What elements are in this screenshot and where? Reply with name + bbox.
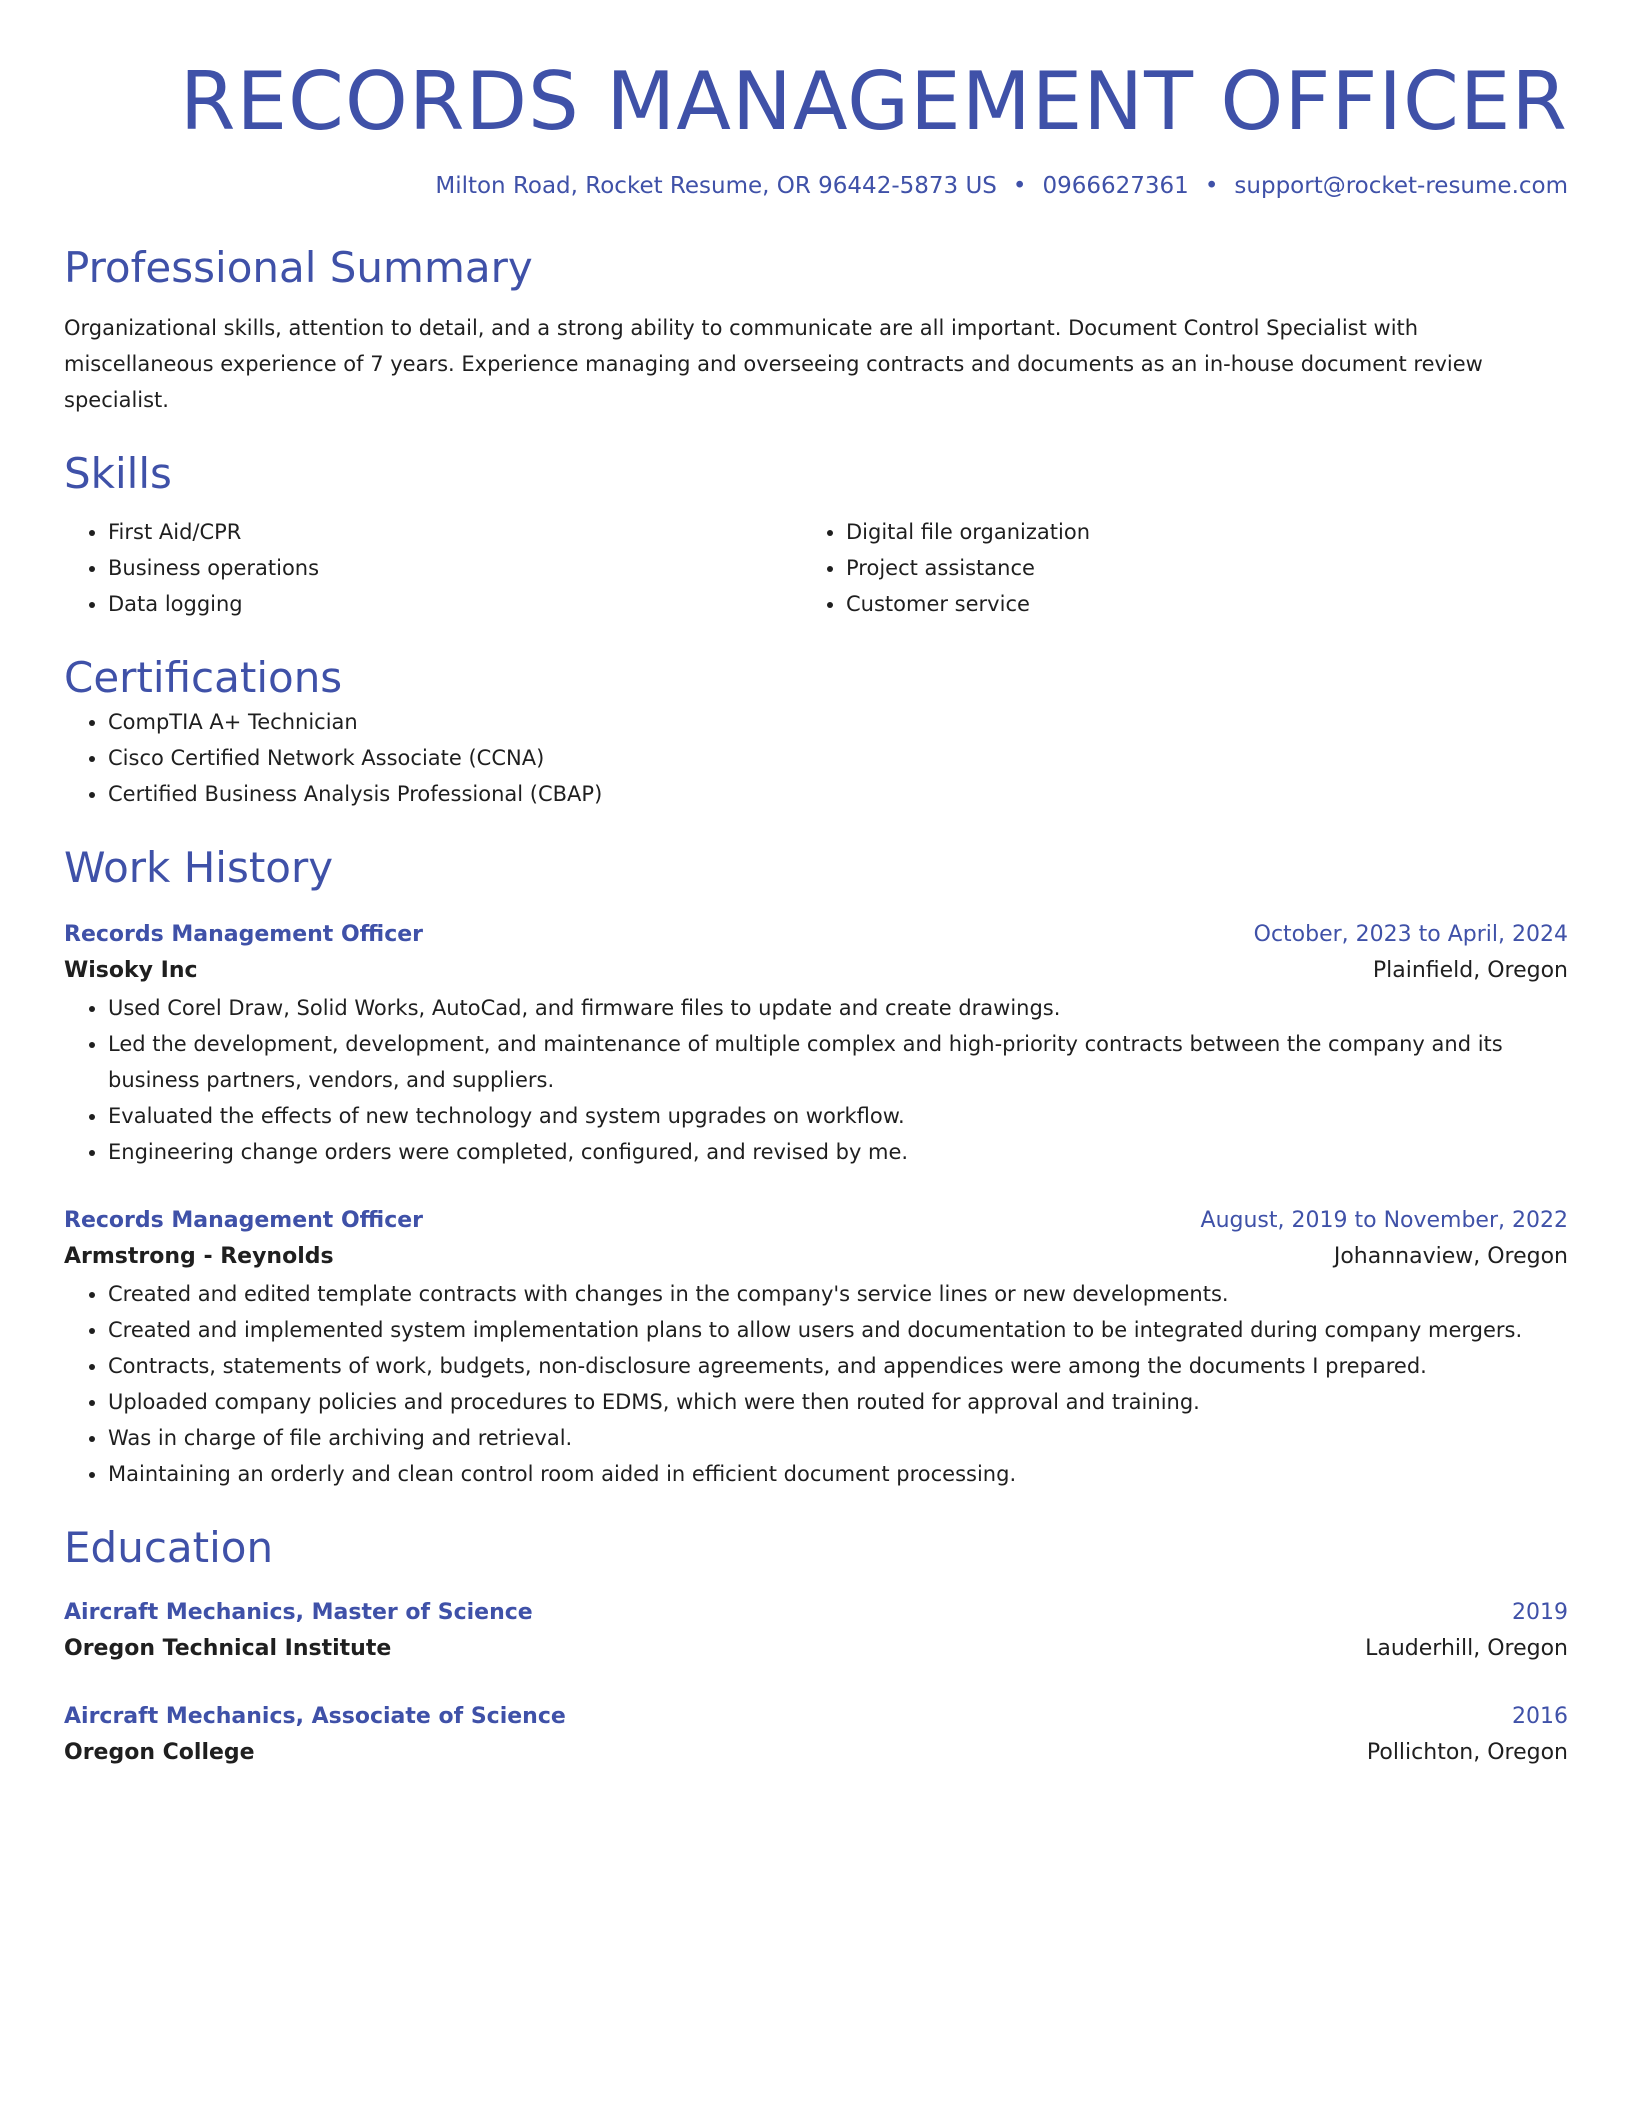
skills-column-right	[802, 514, 1540, 622]
certification-item: • Certified Business Analysis Professional (CBAP)	[108, 776, 1568, 812]
job-bullet: • Engineering change orders were completed, configured, and revised by me.	[108, 1134, 1568, 1170]
skill-item: • Digital file organization	[846, 514, 1540, 550]
summary-heading: Professional Summary	[64, 243, 533, 292]
skill-item: • Business operations	[108, 550, 802, 586]
job-location: Johannaview, Oregon	[1333, 1244, 1568, 1269]
education-location: Pollichton, Oregon	[1366, 1740, 1568, 1765]
job-entry	[64, 1204, 1568, 1492]
job-bullet: • Created and edited template contracts with changes in the company's service lines or new developments.	[108, 1276, 1568, 1312]
job-bullet: • Contracts, statements of work, budgets, non-disclosure agreements, and appendices were among the documents I prepared.	[108, 1348, 1568, 1384]
job-bullet: • Created and implemented system implementation plans to allow users and documentation to be integrated during company mergers.	[108, 1312, 1568, 1348]
education-location: Lauderhill, Oregon	[1365, 1636, 1568, 1661]
contact-email[interactable]: support@rocket-resume.com	[1234, 173, 1568, 199]
job-entry	[64, 918, 1568, 1170]
contact-address: Milton Road, Rocket Resume, OR 96442-5873 US	[435, 173, 997, 199]
education-school: Oregon Technical Institute	[64, 1636, 392, 1661]
job-dates: August, 2019 to November, 2022	[1200, 1208, 1568, 1233]
job-bullet: • Evaluated the effects of new technology and system upgrades on workflow.	[108, 1098, 1568, 1134]
certifications-heading: Certifications	[64, 653, 343, 702]
skills-list	[64, 514, 1568, 622]
job-bullet: • Used Corel Draw, Solid Works, AutoCad, and firmware files to update and create drawings.	[108, 990, 1568, 1026]
job-bullet: • Was in charge of file archiving and retrieval.	[108, 1420, 1568, 1456]
contact-phone: 0966627361	[1042, 173, 1189, 199]
skill-item: • Customer service	[846, 586, 1540, 622]
education-entry	[64, 1596, 1568, 1668]
summary-text: Organizational skills, attention to detail, and a strong ability to communicate are all important. Document Control Specialist with miscellaneous experience of 7 years. Experience managing and overseeing contracts and documents as an in-house document review specialist.	[64, 316, 1483, 412]
certification-item: • CompTIA A+ Technician	[108, 704, 1568, 740]
job-location: Plainfield, Oregon	[1372, 958, 1568, 983]
education-year: 2016	[1512, 1704, 1568, 1729]
job-company: Armstrong - Reynolds	[64, 1244, 334, 1269]
education-year: 2019	[1512, 1600, 1568, 1625]
skill-item: • Project assistance	[846, 550, 1540, 586]
contact-line	[64, 170, 1568, 202]
contact-separator: •	[1204, 173, 1219, 199]
job-bullet: • Uploaded company policies and procedures to EDMS, which were then routed for approval and training.	[108, 1384, 1568, 1420]
certifications-list	[64, 704, 1568, 812]
contact-separator: •	[1012, 173, 1027, 199]
work-history-heading: Work History	[64, 843, 334, 892]
education-school: Oregon College	[64, 1740, 255, 1765]
skill-item: • First Aid/CPR	[108, 514, 802, 550]
skills-heading: Skills	[64, 449, 172, 498]
education-heading: Education	[64, 1523, 274, 1572]
education-degree: Aircraft Mechanics, Associate of Science	[64, 1704, 566, 1729]
job-title: Records Management Officer	[64, 1208, 424, 1233]
job-bullet: • Maintaining an orderly and clean control room aided in efficient document processing.	[108, 1456, 1568, 1492]
job-bullets	[64, 1276, 1568, 1492]
education-degree: Aircraft Mechanics, Master of Science	[64, 1600, 533, 1625]
skills-column-left	[64, 514, 802, 622]
job-bullet: • Led the development, development, and maintenance of multiple complex and high-priority contracts between the company and its business partners, vendors, and suppliers.	[108, 1026, 1568, 1098]
resume-header	[64, 52, 1568, 202]
skill-item: • Data logging	[108, 586, 802, 622]
candidate-title: RECORDS MANAGEMENT OFFICER	[179, 55, 1568, 148]
job-dates: October, 2023 to April, 2024	[1253, 922, 1568, 947]
certification-item: • Cisco Certified Network Associate (CCNA)	[108, 740, 1568, 776]
job-title: Records Management Officer	[64, 922, 424, 947]
education-entry	[64, 1700, 1568, 1772]
job-bullets	[64, 990, 1568, 1170]
job-company: Wisoky Inc	[64, 958, 198, 983]
